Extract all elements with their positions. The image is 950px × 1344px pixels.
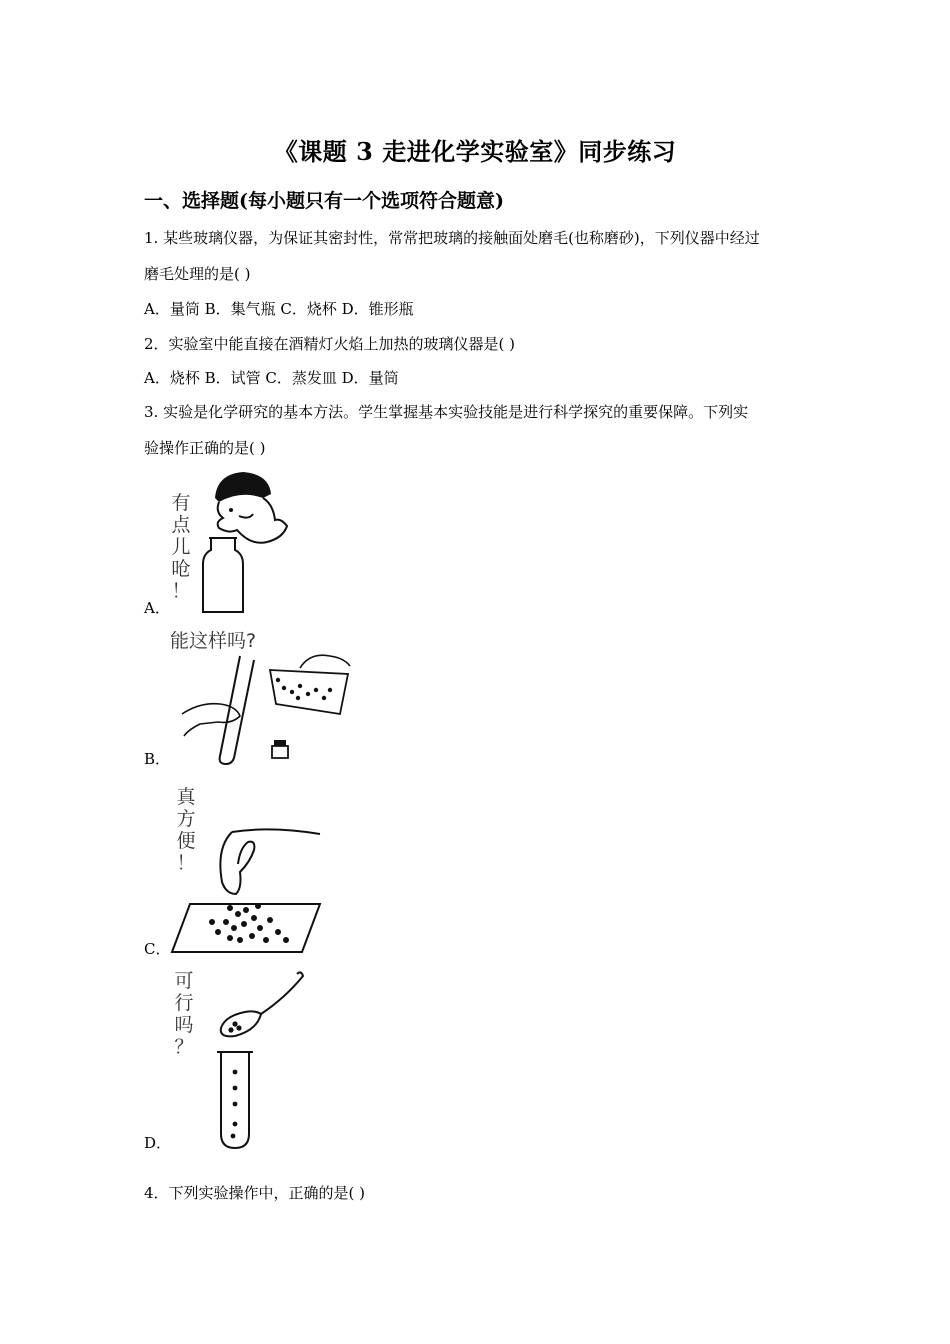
question-1-text: 1. 某些玻璃仪器，为保证其密封性，常常把玻璃的接触面处磨毛(也称磨砂)，下列仪器中经过 — [144, 229, 760, 247]
section-heading: 一、选择题(每小题只有一个选项符合题意) — [144, 190, 504, 212]
illustration-pouring-test-tube — [180, 640, 355, 770]
page-title: 《课题 3 走进化学实验室》同步练习 — [273, 137, 677, 166]
question-2-text: 2．实验室中能直接在酒精灯火焰上加热的玻璃仪器是( ) — [144, 335, 516, 353]
caption-a: 有 点 儿 呛 ！ — [171, 492, 191, 602]
caption-b: 能这样吗? — [170, 630, 257, 652]
question-1-text-cont: 磨毛处理的是( ) — [144, 265, 251, 283]
question-3-text-cont: 验操作正确的是( ) — [144, 439, 266, 457]
option-c-label: C． — [144, 940, 171, 958]
illustration-smelling-bottle — [195, 468, 295, 616]
option-b-label: B． — [144, 750, 171, 768]
illustration-hand-picking-solid — [170, 828, 325, 956]
illustration-spoon-test-tube — [205, 968, 305, 1152]
option-a-label: A． — [144, 599, 170, 617]
caption-d: 可 行 吗 ？ — [174, 970, 194, 1058]
question-4-text: 4．下列实验操作中，正确的是( ) — [144, 1184, 366, 1202]
question-3-text: 3. 实验是化学研究的基本方法。学生掌握基本实验技能是进行科学探究的重要保障。下列实 — [144, 403, 749, 421]
caption-c: 真 方 便 ！ — [176, 786, 196, 874]
option-d-label: D． — [144, 1134, 172, 1152]
question-1-options: A．量筒 B．集气瓶 C．烧杯 D．锥形瓶 — [144, 300, 414, 318]
question-2-options: A．烧杯 B．试管 C．蒸发皿 D．量筒 — [144, 369, 399, 387]
